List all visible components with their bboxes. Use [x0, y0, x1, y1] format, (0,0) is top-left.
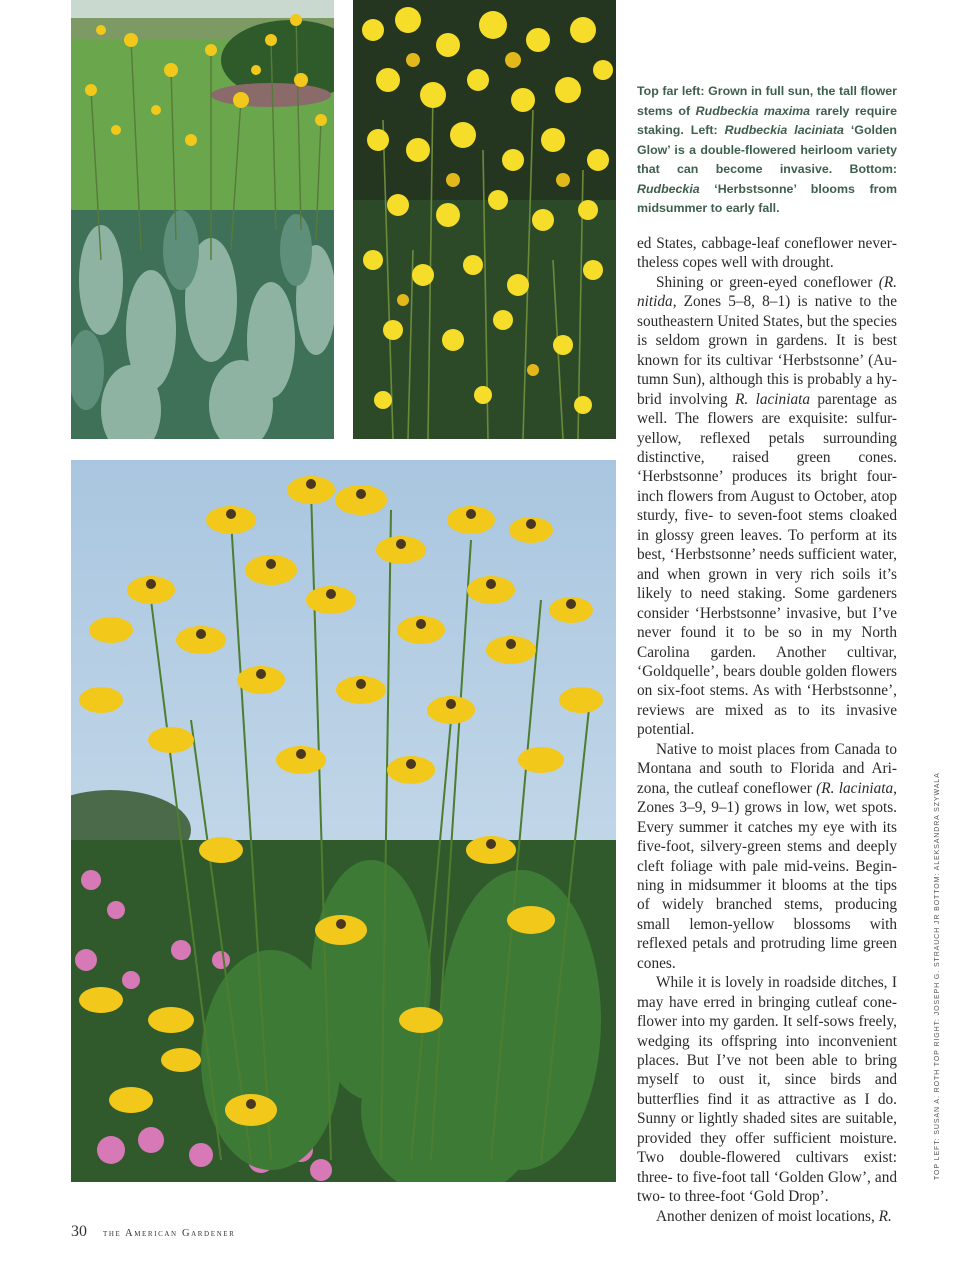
article-text: , Zones 5–8, 8–1) is native to the southeastern United States, but the species is seldom grown in gardens. It is best known for its cultivar ‘Herbstsonne’ (Autumn Sun), although this is probably a hybrid involving: [637, 293, 897, 408]
photo-herbstsonne: [71, 460, 616, 1182]
page-footer: [71, 1223, 235, 1241]
article-paragraph: [637, 234, 897, 273]
caption-species-name: Rudbeckia maxima: [695, 103, 811, 118]
article-paragraph: [637, 273, 897, 740]
caption-species-name: Rudbeckia: [637, 181, 700, 196]
article-text: While it is lovely in roadside ditches, I may have erred in bringing cutleaf coneflower into my garden. It self-sows freely, wedging its offspring into inconvenient places. But I’ve not been able to bring myself to oust it, since birds and butterflies find it as attractive as I do. Sunny or lightly shaded sites are suitable, provided they offer sufficient moisture. Two double-flowered cultivars exist: three- to five-foot tall ‘Golden Glow’, and two- to three-foot ‘Gold Drop’.: [637, 974, 897, 1206]
photo-golden-glow: [353, 0, 616, 439]
photo-credit: TOP LEFT: SUSAN A. ROTH TOP RIGHT: JOSEPH G. STRAUCH JR BOTTOM: ALEKSANDRA SZYWALA: [934, 772, 941, 1180]
caption-text: Top far left: Grown in full sun, the tall flower stems of: [637, 84, 897, 118]
article-text: Another denizen of moist locations,: [656, 1207, 879, 1225]
photo-golden-glow-image: [353, 0, 616, 439]
article-text: Shining or green-eyed coneflower: [656, 273, 879, 291]
article-text: parentage as well. The flowers are exquisite: sulfur-yellow, reflexed petals surrounding distinctive, raised green cones. ‘Herbstsonne’ produces its bright four-inch flowers from August to October, atop sturdy, five- to seven-foot stems cloaked in glossy green leaves. To perform at its best, ‘Herbstsonne’ needs sufficient water, and when grown in very rich soils it’s likely to need staking. Some gardeners consider ‘Herbstsonne’ invasive, but I’ve never found it to be so in my North Carolina garden. Another cultivar, ‘Goldquelle’, bears double golden flowers on six-foot stems. As with ‘Herbstsonne’, reviews are mixed as to its invasive potential.: [637, 390, 897, 739]
caption-species-name: Rudbeckia laciniata: [724, 123, 844, 137]
article-text: , Zones 3–9, 9–1) grows in low, wet spots. Every summer it catches my eye with its five-foot, silvery-green stems and deeply cleft foliage with pale mid-veins. Beginning in midsummer it blooms at the tips of widely branched stems, producing small lemon-yellow blossoms with reflexed petals and protruding lime green cones.: [637, 779, 897, 972]
article-paragraph: [637, 1207, 897, 1226]
photo-caption: [637, 82, 897, 219]
photo-rudbeckia-maxima: [71, 0, 334, 439]
page-number: 30: [71, 1223, 87, 1240]
article-text: ed States, cabbage-leaf coneflower nevertheless copes well with drought.: [637, 235, 897, 272]
photo-rudbeckia-maxima-image: [71, 0, 334, 439]
article-species-name: (R. laciniata: [816, 779, 894, 797]
article-text: Native to moist places from Canada to Montana and south to Florida and Arizona, the cutleaf coneflower: [637, 740, 897, 797]
article-species-name: R. laciniata: [735, 390, 811, 408]
magazine-title: the American Gardener: [103, 1228, 236, 1239]
article-paragraph: [637, 973, 897, 1206]
article-body: [637, 234, 897, 1226]
caption-text: ‘Golden Glow’ is a double-flowered heirloom variety that can become invasive. Bottom:: [637, 123, 897, 176]
caption-text: rarely require staking. Left:: [637, 103, 897, 137]
photo-herbstsonne-image: [71, 460, 616, 1182]
article-species-name: R.: [878, 1207, 892, 1225]
caption-text: ‘Herbstsonne’ blooms from midsummer to early fall.: [637, 181, 897, 215]
article-paragraph: [637, 740, 897, 973]
article-species-name: (R. nitida: [637, 273, 897, 311]
